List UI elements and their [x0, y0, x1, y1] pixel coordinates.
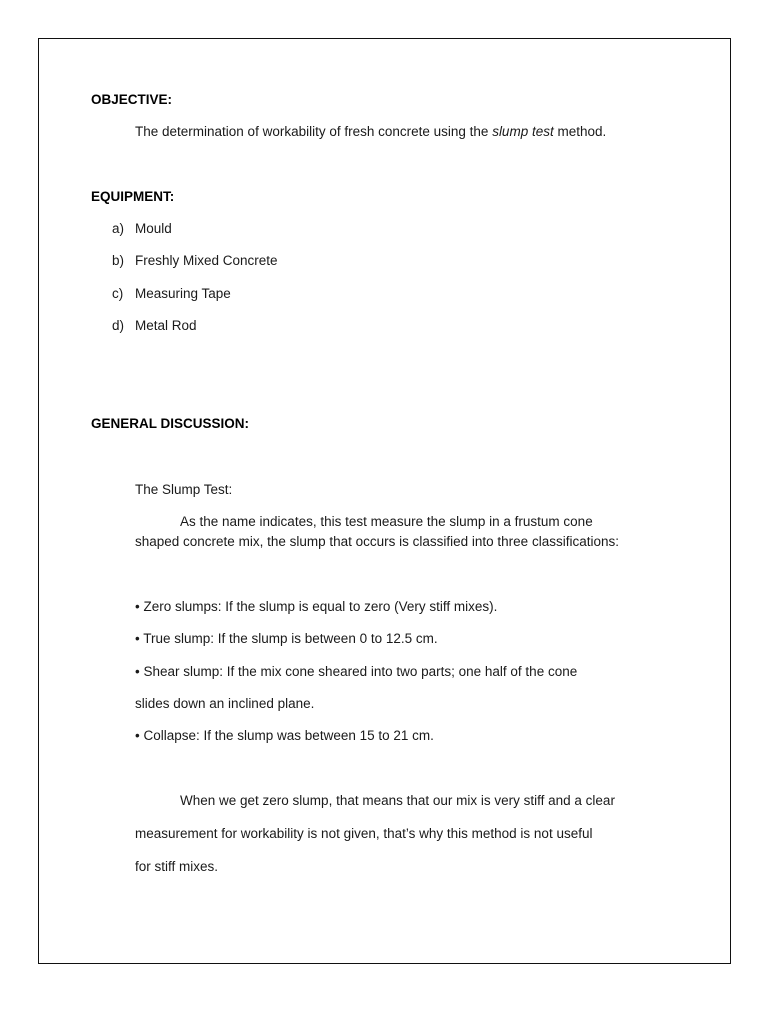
- equipment-item: [112, 253, 278, 268]
- equipment-item: [112, 221, 172, 236]
- equipment-item-label: Metal Rod: [135, 318, 197, 333]
- bullet-item: • Collapse: If the slump was between 15 to 21 cm.: [135, 728, 434, 743]
- equipment-item-marker: b): [112, 253, 125, 268]
- discussion-subtitle: The Slump Test:: [135, 482, 233, 497]
- equipment-item: [112, 318, 197, 333]
- equipment-item-label: Mould: [135, 221, 172, 236]
- equipment-item: [112, 286, 231, 301]
- equipment-item-marker: d): [112, 318, 125, 333]
- equipment-item-marker: c): [112, 286, 124, 301]
- discussion-intro-line: As the name indicates, this test measure the slump in a frustum cone: [180, 514, 593, 529]
- equipment-item-label: Freshly Mixed Concrete: [135, 253, 278, 268]
- closing-paragraph-line: When we get zero slump, that means that our mix is very stiff and a clear: [180, 793, 615, 808]
- discussion-heading: GENERAL DISCUSSION:: [91, 416, 250, 431]
- closing-paragraph-line: for stiff mixes.: [135, 859, 219, 874]
- bullet-item: • Zero slumps: If the slump is equal to zero (Very stiff mixes).: [135, 599, 498, 614]
- equipment-item-label: Measuring Tape: [135, 286, 231, 301]
- objective-text-before: The determination of workability of fresh concrete using the: [135, 124, 493, 139]
- equipment-item-marker: a): [112, 221, 125, 236]
- objective-text-italic: slump test: [492, 124, 554, 139]
- bullet-item-continuation: slides down an inclined plane.: [135, 696, 315, 711]
- closing-paragraph-line: measurement for workability is not given, that’s why this method is not useful: [135, 826, 593, 841]
- equipment-heading: EQUIPMENT:: [91, 189, 175, 204]
- objective-text-after: method.: [553, 124, 607, 139]
- bullet-item: • Shear slump: If the mix cone sheared into two parts; one half of the cone: [135, 664, 578, 679]
- discussion-intro-line: shaped concrete mix, the slump that occurs is classified into three classifications:: [135, 534, 619, 549]
- bullet-item: • True slump: If the slump is between 0 to 12.5 cm.: [135, 631, 438, 646]
- objective-heading: OBJECTIVE:: [91, 92, 173, 107]
- objective-text: [135, 123, 606, 141]
